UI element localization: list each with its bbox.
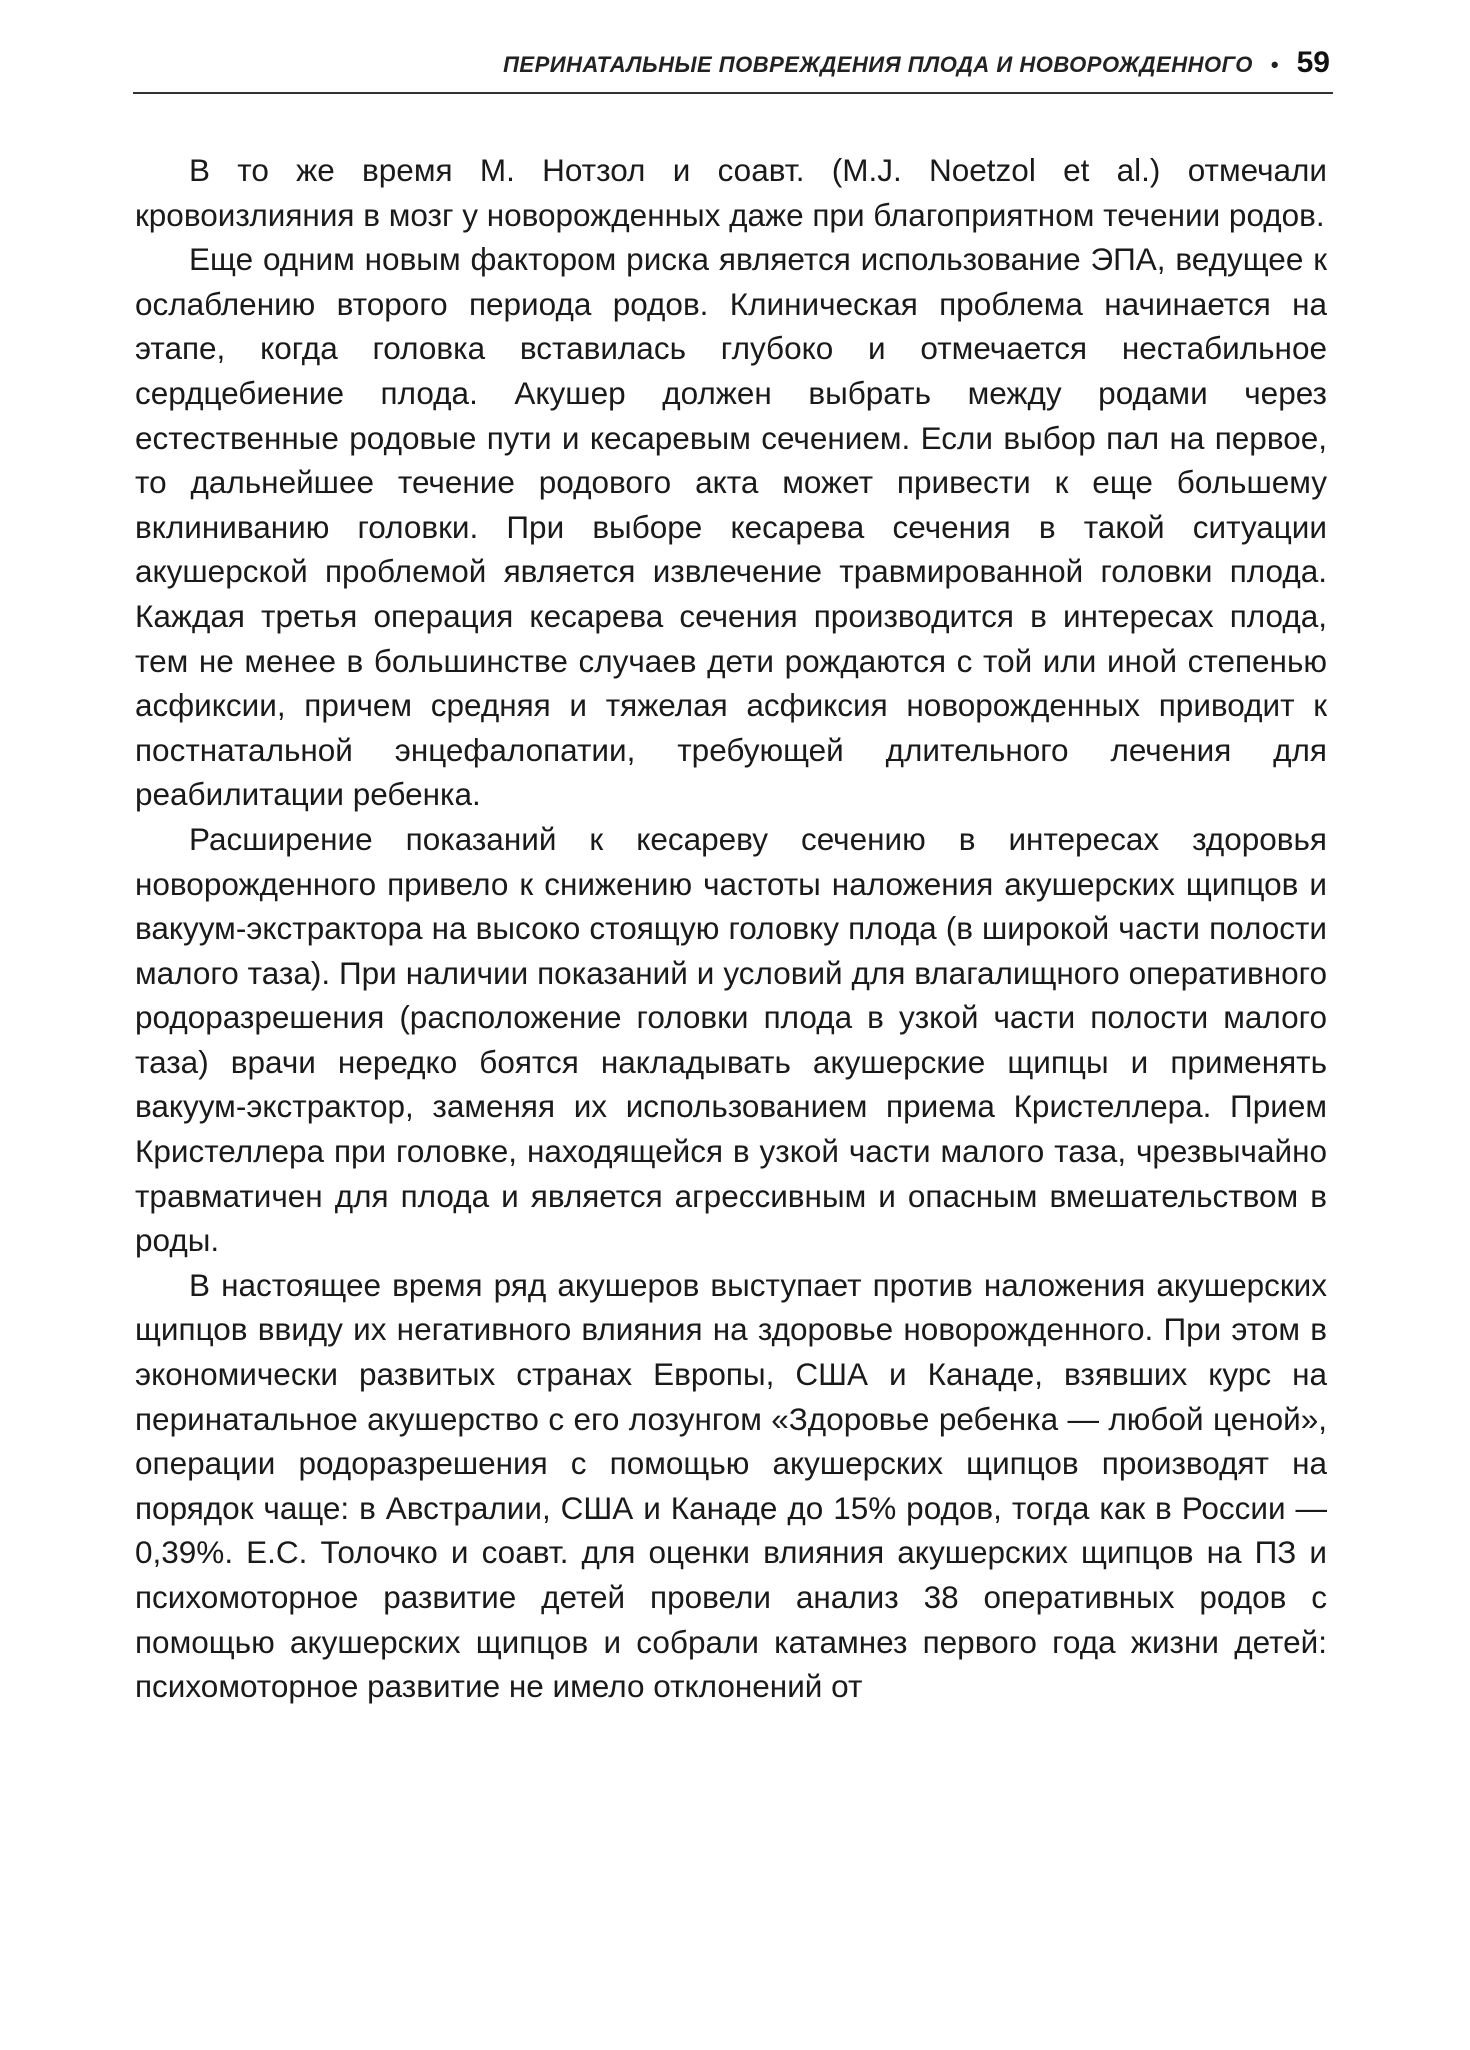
paragraph-4: В настоящее время ряд акушеров выступает против наложения акушерских щипцов ввиду их негативного влияния на здоровье новорожденного. При этом в экономически развитых странах Европы, США и Канаде, взявших курс на перинатальное акушерство с его лозунгом «Здоровье ребенка — любой ценой», операции родоразрешения с помощью акушерских щипцов производят на порядок чаще: в Австралии, США и Канаде до 15% родов, тогда как в России — 0,39%. Е.С. Толочко и соавт. для оценки влияния акушерских щипцов на ПЗ и психомоторное развитие детей провели анализ 38 оперативных родов с помощью акушерских щипцов и собрали катамнез первого года жизни детей: психомоторное развитие не имело отклонений от (135, 1266, 1327, 1705)
paragraph-3: Расширение показаний к кесареву сечению в интересах здоровья новорожденного привело к снижению частоты наложения акушерских щипцов и вакуум-экстрактора на высоко стоящую головку плода (в широкой части полости малого таза). При наличии показаний и условий для влагалищного оперативного родоразрешения (расположение головки плода в узкой части полости малого таза) врачи нередко боятся накладывать акушерские щипцы и применять вакуум-экстрактор, заменяя их использованием приема Кристеллера. Прием Кристеллера при головке, находящейся в узкой части малого таза, чрезвычайно травматичен для плода и является агрессивным и опасным вмешательством в роды. (135, 820, 1327, 1259)
paragraph-1: В то же время М. Нотзол и соавт. (M.J. Noetzol et al.) отмечали кровоизлияния в мозг у новорожденных даже при благоприятном течении родов. (135, 152, 1327, 233)
running-header (135, 46, 1330, 96)
page-number: 59 (1296, 46, 1330, 79)
running-header-title: ПЕРИНАТАЛЬНЫЕ ПОВРЕЖДЕНИЯ ПЛОДА И НОВОРОЖДЕННОГО (503, 52, 1253, 77)
header-bullet: • (1270, 52, 1279, 77)
header-rule (133, 92, 1333, 94)
paragraph-2: Еще одним новым фактором риска является использование ЭПА, ведущее к ослаблению второго периода родов. Клиническая проблема начинается на этапе, когда головка вставилась глубоко и отмечается нестабильное сердцебиение плода. Акушер должен выбрать между родами через естественные родовые пути и кесаревым сечением. Если выбор пал на первое, то дальнейшее течение родового акта может привести к еще большему вклиниванию головки. При выборе кесарева сечения в такой ситуации акушерской проблемой является извлечение травмированной головки плода. Каждая третья операция кесарева сечения производится в интересах плода, тем не менее в большинстве случаев дети рождаются с той или иной степенью асфиксии, причем средняя и тяжелая асфиксия новорожденных приводит к постнатальной энцефалопатии, требующей длительного лечения для реабилитации ребенка. (135, 241, 1327, 813)
body-text (135, 148, 1327, 1709)
